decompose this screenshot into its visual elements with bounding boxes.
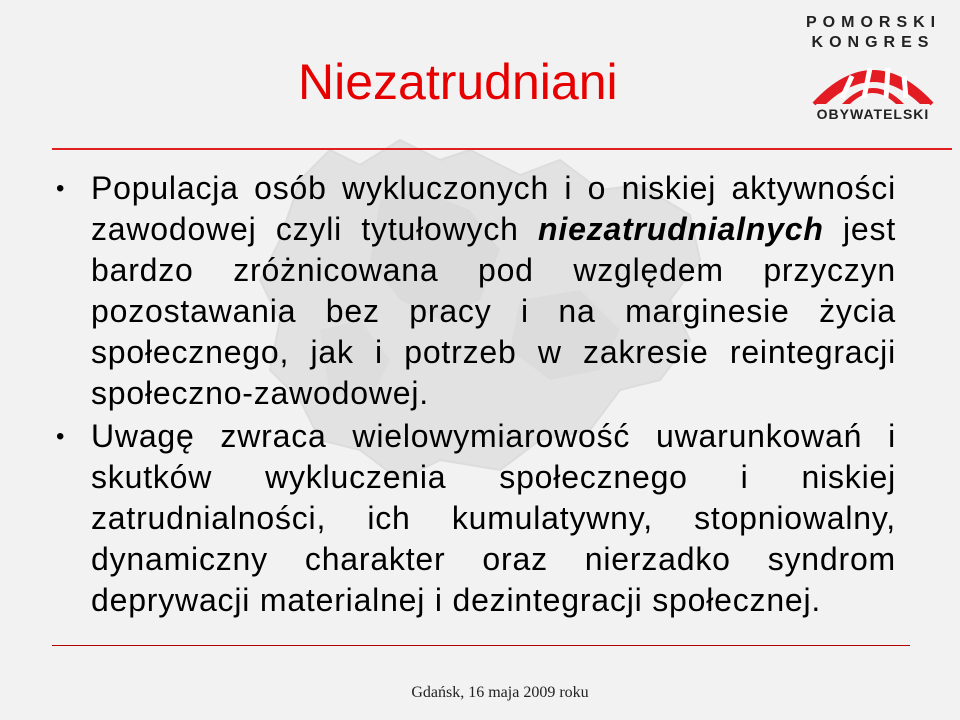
title-divider <box>52 148 952 150</box>
footer-divider <box>52 645 910 646</box>
slide-title: Niezatrudniani <box>298 54 618 110</box>
footer-date: Gdańsk, 16 maja 2009 roku <box>411 684 589 701</box>
bullet-icon: • <box>56 175 66 202</box>
bullet-list <box>56 168 896 623</box>
logo <box>806 14 940 124</box>
bullet-1-text-a: Populacja osób wykluczonych i o niskiej aktywności zawodowej czyli tytułowych <box>91 170 896 247</box>
logo-roof-icon <box>812 54 934 106</box>
bullet-2-text: Uwagę zwraca wielowymiarowość uwarunkowań i skutków wykluczenia społecznego i niskiej zatrudnialności, ich kumulatywny, stopniowalny, dynamiczny charakter oraz nierzadko syndrom deprywacji materialnej i dezintegracji społecznej. <box>91 418 896 618</box>
bullet-icon: • <box>56 423 66 450</box>
bullet-item-1 <box>56 168 896 414</box>
bullet-1-emphasis: niezatrudnialnych <box>538 211 824 247</box>
logo-line-2: KONGRES <box>811 34 935 51</box>
logo-line-3: OBYWATELSKI <box>816 106 930 122</box>
bullet-1-text-b: jest bardzo zróżnicowana pod względem przyczyn pozostawania bez pracy i na marginesie życia społecznego, jak i potrzeb w zakresie reintegracji społeczno-zawodowej. <box>91 211 897 411</box>
logo-line-1: POMORSKI <box>806 14 942 31</box>
bullet-item-2 <box>56 416 896 621</box>
